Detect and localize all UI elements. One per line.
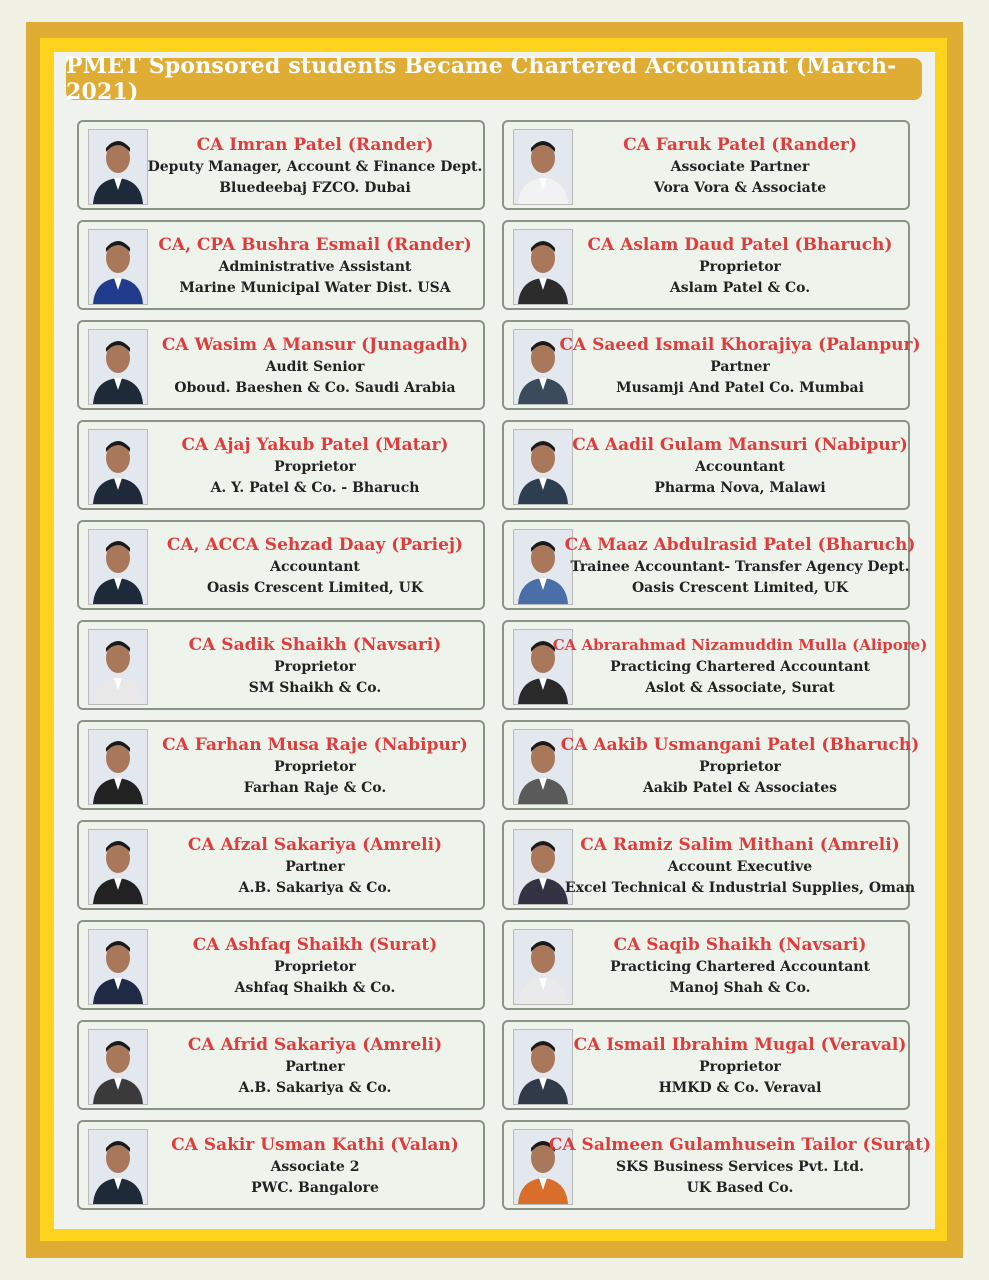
person-photo-icon (88, 529, 148, 605)
company-name: Aslot & Associate, Surat (645, 680, 835, 696)
company-name: Oboud. Baeshen & Co. Saudi Arabia (174, 380, 456, 396)
job-title: Practicing Chartered Accountant (610, 959, 870, 975)
profile-card (502, 520, 916, 610)
company-name: Ashfaq Shaikh & Co. (234, 980, 396, 996)
person-photo-icon (513, 229, 573, 305)
profile-card (77, 620, 485, 710)
company-name: A. Y. Patel & Co. - Bharuch (210, 480, 420, 496)
company-name: A.B. Sakariya & Co. (238, 1080, 392, 1096)
person-name: CA Aakib Usmangani Patel (Bharuch) (560, 735, 920, 755)
card-text (151, 328, 479, 404)
card-text (151, 628, 479, 704)
profile-card (502, 1020, 910, 1110)
card-text (572, 428, 908, 504)
card-text (151, 928, 479, 1004)
person-name: CA Ajaj Yakub Patel (Matar) (181, 435, 449, 455)
person-name: CA Saeed Ismail Khorajiya (Palanpur) (559, 335, 921, 355)
company-name: Manoj Shah & Co. (669, 980, 811, 996)
job-title: Associate Partner (670, 159, 810, 175)
company-name: Farhan Raje & Co. (243, 780, 387, 796)
person-photo-icon (88, 1129, 148, 1205)
profile-card (77, 220, 485, 310)
person-name: CA Farhan Musa Raje (Nabipur) (162, 735, 468, 755)
person-name: CA Ashfaq Shaikh (Surat) (192, 935, 438, 955)
person-photo-icon (88, 429, 148, 505)
profile-card (77, 820, 485, 910)
person-name: CA Faruk Patel (Rander) (623, 135, 857, 155)
profile-card (77, 720, 485, 810)
job-title: Audit Senior (265, 359, 365, 375)
job-title: SKS Business Services Pvt. Ltd. (615, 1159, 865, 1175)
company-name: A.B. Sakariya & Co. (238, 880, 392, 896)
person-name: CA Ramiz Salim Mithani (Amreli) (580, 835, 900, 855)
job-title: Administrative Assistant (218, 259, 412, 275)
card-text (151, 1128, 479, 1204)
person-photo-icon (88, 829, 148, 905)
profile-card (502, 220, 910, 310)
job-title: Proprietor (274, 759, 356, 775)
person-photo-icon (88, 129, 148, 205)
card-text (147, 128, 483, 204)
job-title: Proprietor (274, 959, 356, 975)
profile-card (77, 520, 485, 610)
card-text (564, 528, 916, 604)
company-name: PWC. Bangalore (251, 1180, 379, 1196)
company-name: Marine Municipal Water Dist. USA (179, 280, 451, 296)
person-photo-icon (88, 629, 148, 705)
profile-card (502, 820, 916, 910)
person-name: CA Ismail Ibrahim Mugal (Veraval) (573, 1035, 907, 1055)
person-name: CA Abrarahmad Nizamuddin Mulla (Alipore) (552, 636, 928, 654)
profile-card (502, 420, 910, 510)
card-text (573, 1028, 907, 1104)
page-title: PMET Sponsored students Became Chartered Accountant (March-2021) (66, 58, 922, 100)
card-text (548, 1128, 932, 1204)
person-name: CA Maaz Abdulrasid Patel (Bharuch) (564, 535, 916, 555)
profile-card (502, 920, 910, 1010)
company-name: Vora Vora & Associate (653, 180, 827, 196)
company-name: Excel Technical & Industrial Supplies, Oman (564, 880, 916, 896)
company-name: Oasis Crescent Limited, UK (631, 580, 849, 596)
company-name: Pharma Nova, Malawi (654, 480, 826, 496)
person-name: CA Afrid Sakariya (Amreli) (187, 1035, 443, 1055)
person-name: CA Aslam Daud Patel (Bharuch) (587, 235, 893, 255)
person-name: CA, ACCA Sehzad Daay (Pariej) (166, 535, 464, 555)
job-title: Proprietor (699, 759, 781, 775)
person-photo-icon (513, 929, 573, 1005)
person-photo-icon (88, 229, 148, 305)
person-name: CA Sakir Usman Kathi (Valan) (171, 1135, 459, 1155)
profile-card (77, 920, 485, 1010)
job-title: Partner (710, 359, 770, 375)
company-name: Aakib Patel & Associates (642, 780, 838, 796)
card-text (576, 928, 904, 1004)
company-name: Aslam Patel & Co. (669, 280, 811, 296)
company-name: Bluedeebaj FZCO. Dubai (219, 180, 411, 196)
profile-card (502, 620, 928, 710)
person-name: CA Aadil Gulam Mansuri (Nabipur) (572, 435, 908, 455)
person-name: CA Wasim A Mansur (Junagadh) (161, 335, 469, 355)
profile-card (77, 120, 485, 210)
job-title: Accountant (270, 559, 360, 575)
person-photo-icon (513, 1029, 573, 1105)
person-name: CA Afzal Sakariya (Amreli) (187, 835, 443, 855)
profile-card (77, 420, 485, 510)
card-text (151, 728, 479, 804)
card-text (151, 228, 479, 304)
card-text (564, 828, 916, 904)
job-title: Deputy Manager, Account & Finance Dept. (147, 159, 483, 175)
job-title: Partner (285, 1059, 345, 1075)
card-text (560, 728, 920, 804)
job-title: Associate 2 (270, 1159, 360, 1175)
card-text (151, 1028, 479, 1104)
job-title: Proprietor (699, 1059, 781, 1075)
profile-card (502, 1120, 932, 1210)
person-name: CA Sadik Shaikh (Navsari) (188, 635, 442, 655)
profile-card (502, 120, 910, 210)
company-name: UK Based Co. (686, 1180, 794, 1196)
card-text (552, 628, 928, 704)
job-title: Practicing Chartered Accountant (610, 659, 870, 675)
company-name: Oasis Crescent Limited, UK (206, 580, 424, 596)
profile-card (502, 720, 920, 810)
person-photo-icon (88, 729, 148, 805)
person-photo-icon (88, 329, 148, 405)
person-name: CA, CPA Bushra Esmail (Rander) (158, 235, 472, 255)
company-name: SM Shaikh & Co. (248, 680, 382, 696)
person-photo-icon (88, 929, 148, 1005)
job-title: Trainee Accountant- Transfer Agency Dept. (570, 559, 910, 575)
profile-card (77, 320, 485, 410)
card-text (559, 328, 921, 404)
profile-card (502, 320, 921, 410)
card-text (151, 828, 479, 904)
job-title: Account Executive (667, 859, 813, 875)
person-name: CA Salmeen Gulamhusein Tailor (Surat) (548, 1135, 932, 1155)
card-text (576, 128, 904, 204)
profile-card (77, 1120, 485, 1210)
person-photo-icon (513, 429, 573, 505)
person-photo-icon (88, 1029, 148, 1105)
person-name: CA Saqib Shaikh (Navsari) (613, 935, 867, 955)
card-text (151, 528, 479, 604)
job-title: Proprietor (274, 459, 356, 475)
company-name: Musamji And Patel Co. Mumbai (616, 380, 864, 396)
job-title: Proprietor (274, 659, 356, 675)
job-title: Partner (285, 859, 345, 875)
card-text (151, 428, 479, 504)
person-name: CA Imran Patel (Rander) (196, 135, 434, 155)
person-photo-icon (513, 129, 573, 205)
job-title: Proprietor (699, 259, 781, 275)
company-name: HMKD & Co. Veraval (658, 1080, 822, 1096)
card-text (576, 228, 904, 304)
profile-card (77, 1020, 485, 1110)
job-title: Accountant (695, 459, 785, 475)
